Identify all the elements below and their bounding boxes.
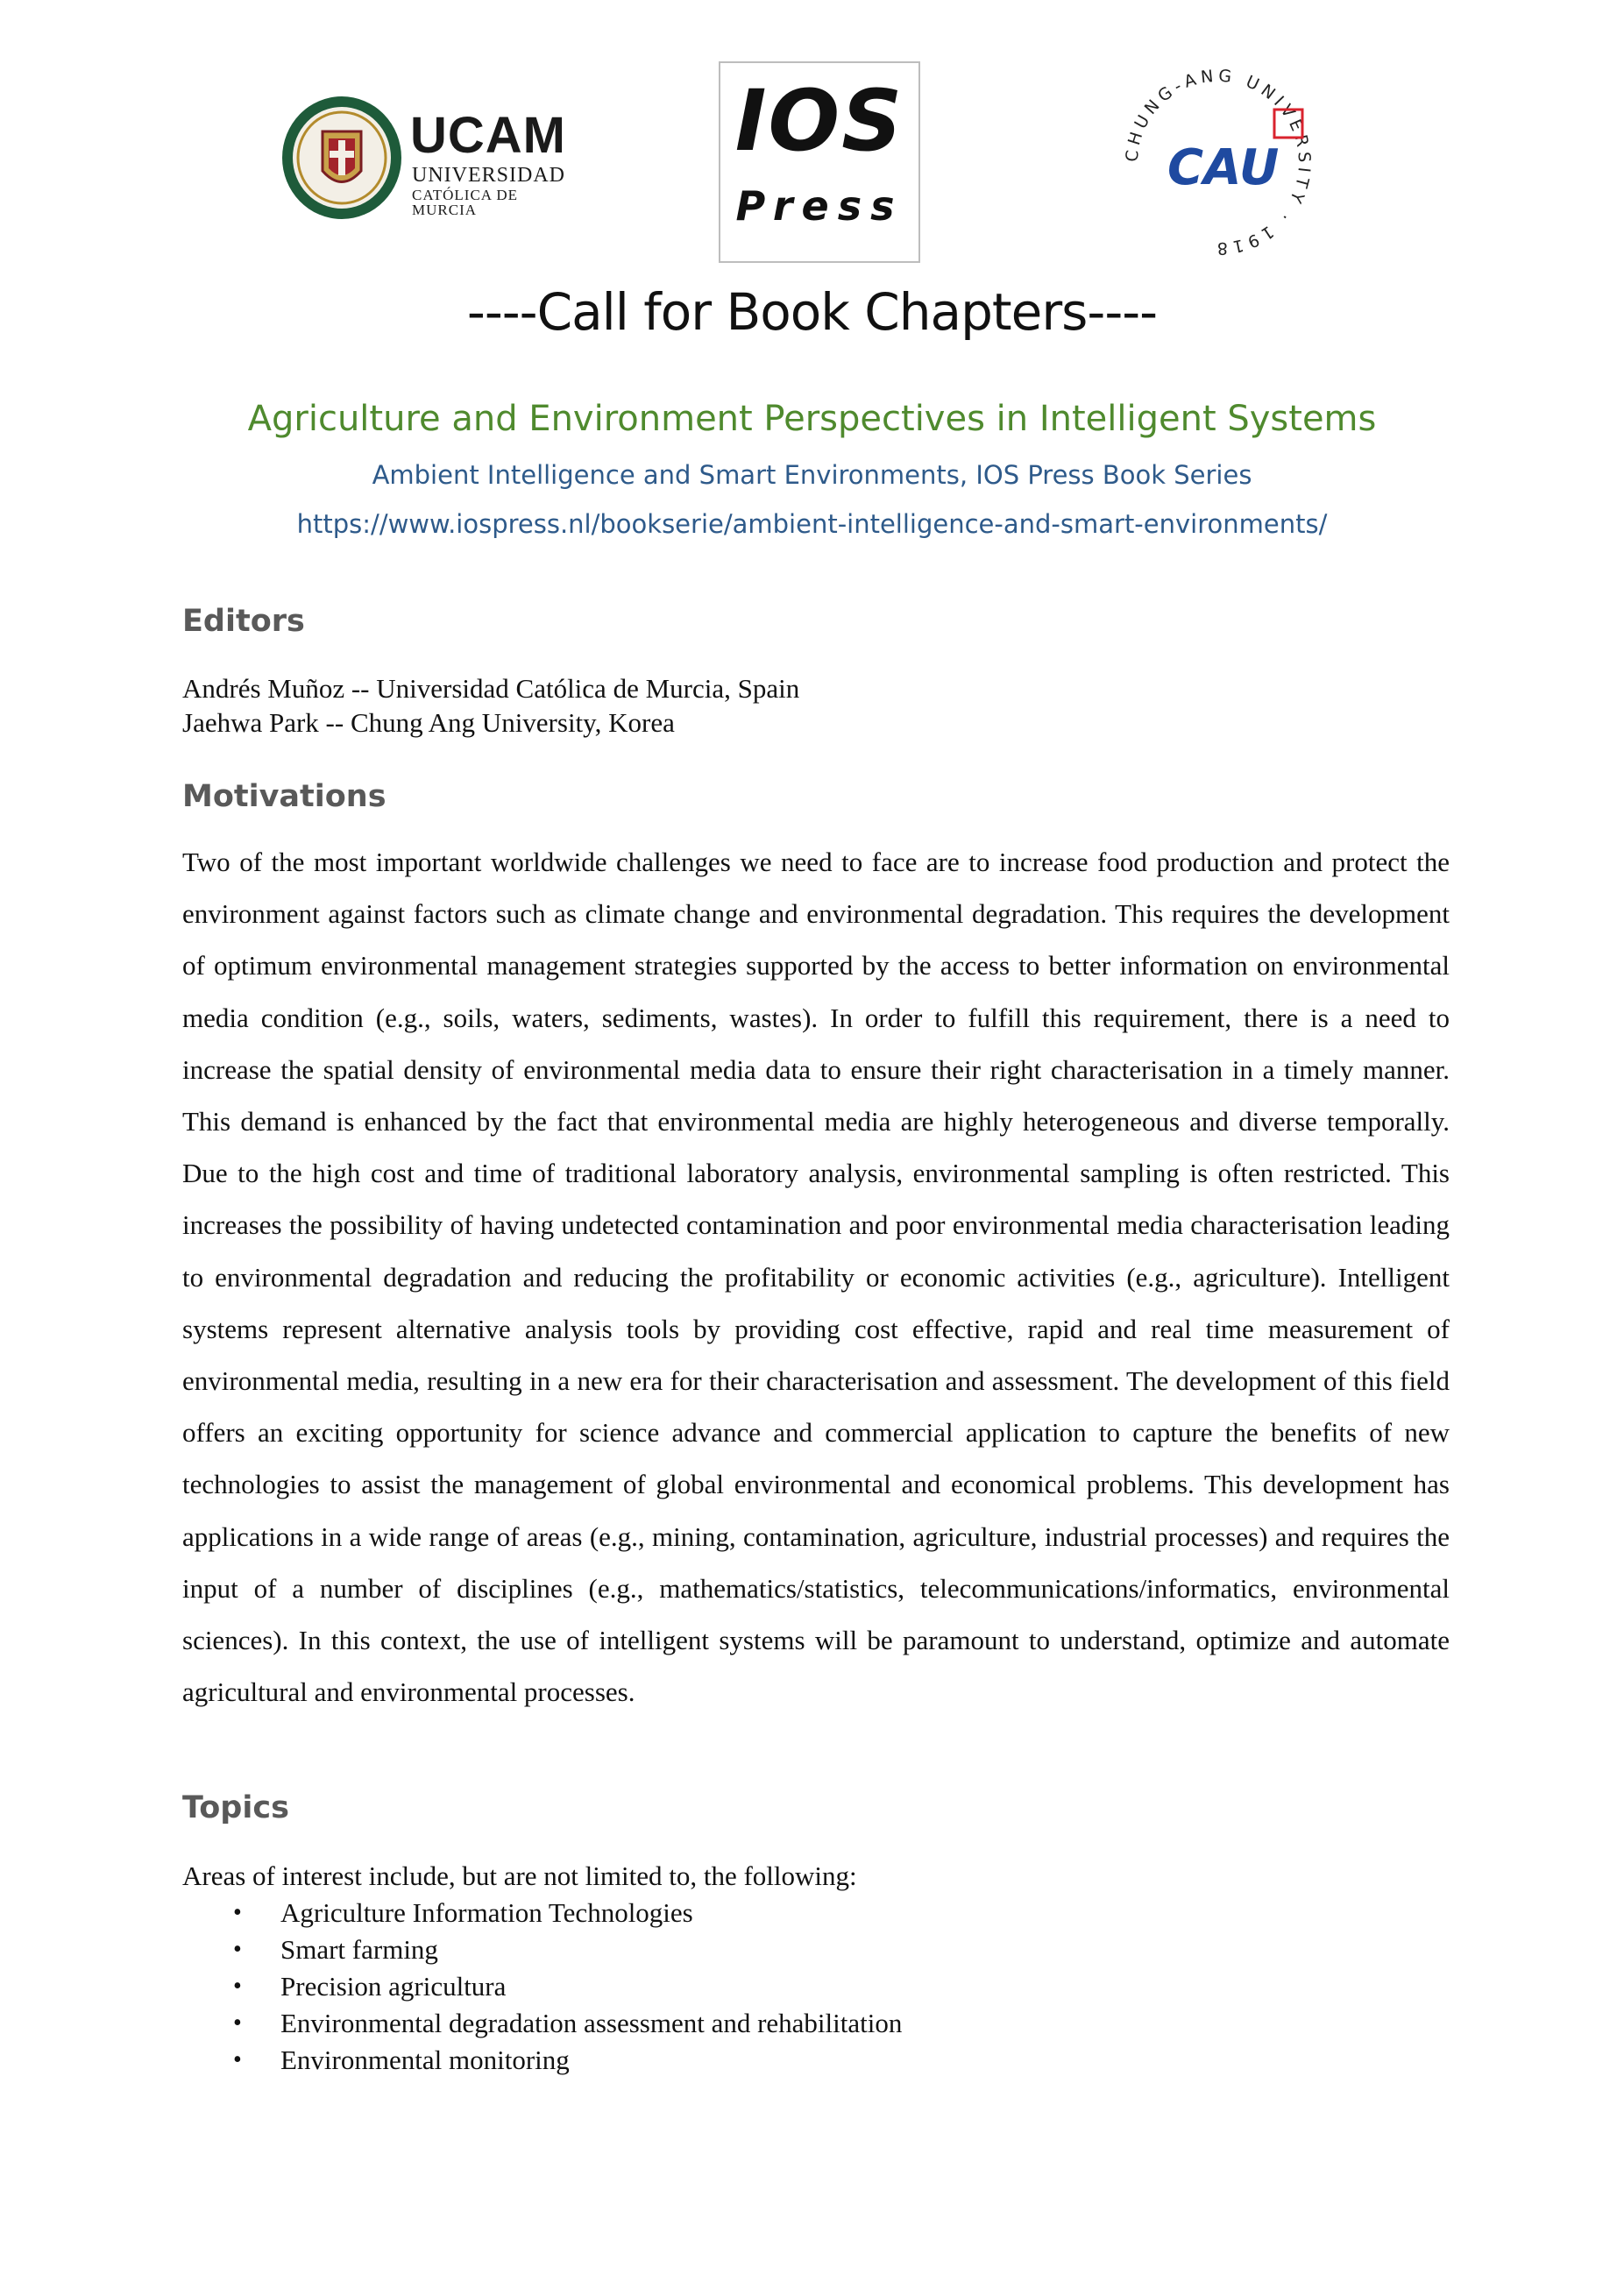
cau-seal-icon: [1113, 57, 1323, 267]
topics-heading: Topics: [182, 1790, 289, 1825]
motivations-heading: Motivations: [182, 779, 386, 814]
motivations-paragraph: Two of the most important worldwide challenges we need to face are to increase food production and protect the environment against factors such as climate change and environmental degradation. This requires the development of optimum environmental management strategies supported by the access to better information on environmental media condition (e.g., soils, waters, sediments, wastes). In order to fulfill this requirement, there is a need to increase the spatial density of environmental media data to ensure their right characterisation in a timely manner. This demand is enhanced by the fact that environmental media are highly heterogeneous and diverse temporally. Due to the high cost and time of traditional laboratory analysis, environmental sampling is often restricted. This increases the possibility of having undetected contamination and poor environmental media characterisation leading to environmental degradation and reducing the profitability or economic activities (e.g., agriculture). Intelligent systems represent alternative analysis tools by providing cost effective, rapid and real time measurement of environmental media, resulting in a new era for their characterisation and assessment. The development of this field offers an exciting opportunity for science advance and commercial application to capture the benefits of new technologies to assist the management of global environmental and economical problems. This development has applications in a wide range of areas (e.g., mining, contamination, agriculture, industrial processes) and requires the input of a number of disciplines (e.g., mathematics/statistics, telecommunications/informatics, environmental sciences). In this context, the use of intelligent systems will be paramount to understand, optimize and automate agricultural and environmental processes.: [182, 847, 1450, 1708]
ios-logo-big: IOS: [734, 72, 904, 170]
ucam-title: UCAM: [410, 107, 566, 164]
book-title: Agriculture and Environment Perspectives in Intelligent Systems: [247, 399, 1377, 439]
topics-list: [182, 1895, 1450, 2079]
motivations-body: [182, 836, 1450, 1718]
topics-intro: Areas of interest include, but are not limited to, the following:: [182, 1860, 857, 1891]
topics-list-container: [182, 1895, 1450, 2079]
ucam-line2: CATÓLICA DE MURCIA: [412, 187, 519, 218]
editors-heading: Editors: [182, 604, 305, 639]
list-item: • Agriculture Information Technologies: [182, 1895, 1450, 1931]
list-item: • Environmental monitoring: [182, 2042, 1450, 2079]
editors-section: [182, 603, 1450, 640]
svg-text:CAU: CAU: [1167, 139, 1280, 196]
motivations-section: [182, 778, 1450, 815]
topics-section: [182, 1789, 1450, 1826]
list-item: • Environmental degradation assessment and rehabilitation: [182, 2005, 1450, 2042]
ucam-logo: [280, 88, 578, 228]
editors-list: [182, 671, 1450, 740]
editor-entry: Jaehwa Park -- Chung Ang University, Korea: [182, 707, 675, 738]
editor-entry: Andrés Muñoz -- Universidad Católica de Murcia, Spain: [182, 673, 800, 704]
book-series: Ambient Intelligence and Smart Environments, IOS Press Book Series: [372, 460, 1252, 490]
series-url[interactable]: https://www.iospress.nl/bookserie/ambient-intelligence-and-smart-environments/: [296, 509, 1328, 539]
page-title: ----Call for Book Chapters----: [466, 282, 1158, 342]
list-item: • Smart farming: [182, 1931, 1450, 1968]
svg-text:CHUNG-ANG UNIVERSITY · 1918: CHUNG-ANG UNIVERSITY · 1918: [1122, 66, 1315, 259]
cau-logo: [1113, 57, 1323, 267]
logo-row: [0, 0, 1624, 280]
bullet-icon: •: [233, 1899, 242, 1926]
ios-logo-small: Press: [735, 182, 904, 230]
bullet-icon: •: [233, 1973, 242, 2000]
ucam-line1: UNIVERSIDAD: [412, 164, 565, 187]
bullet-icon: •: [233, 2046, 242, 2073]
list-item: • Precision agricultura: [182, 1968, 1450, 2005]
ios-press-logo: [719, 61, 920, 263]
bullet-icon: •: [233, 2009, 242, 2037]
bullet-icon: •: [233, 1936, 242, 1963]
